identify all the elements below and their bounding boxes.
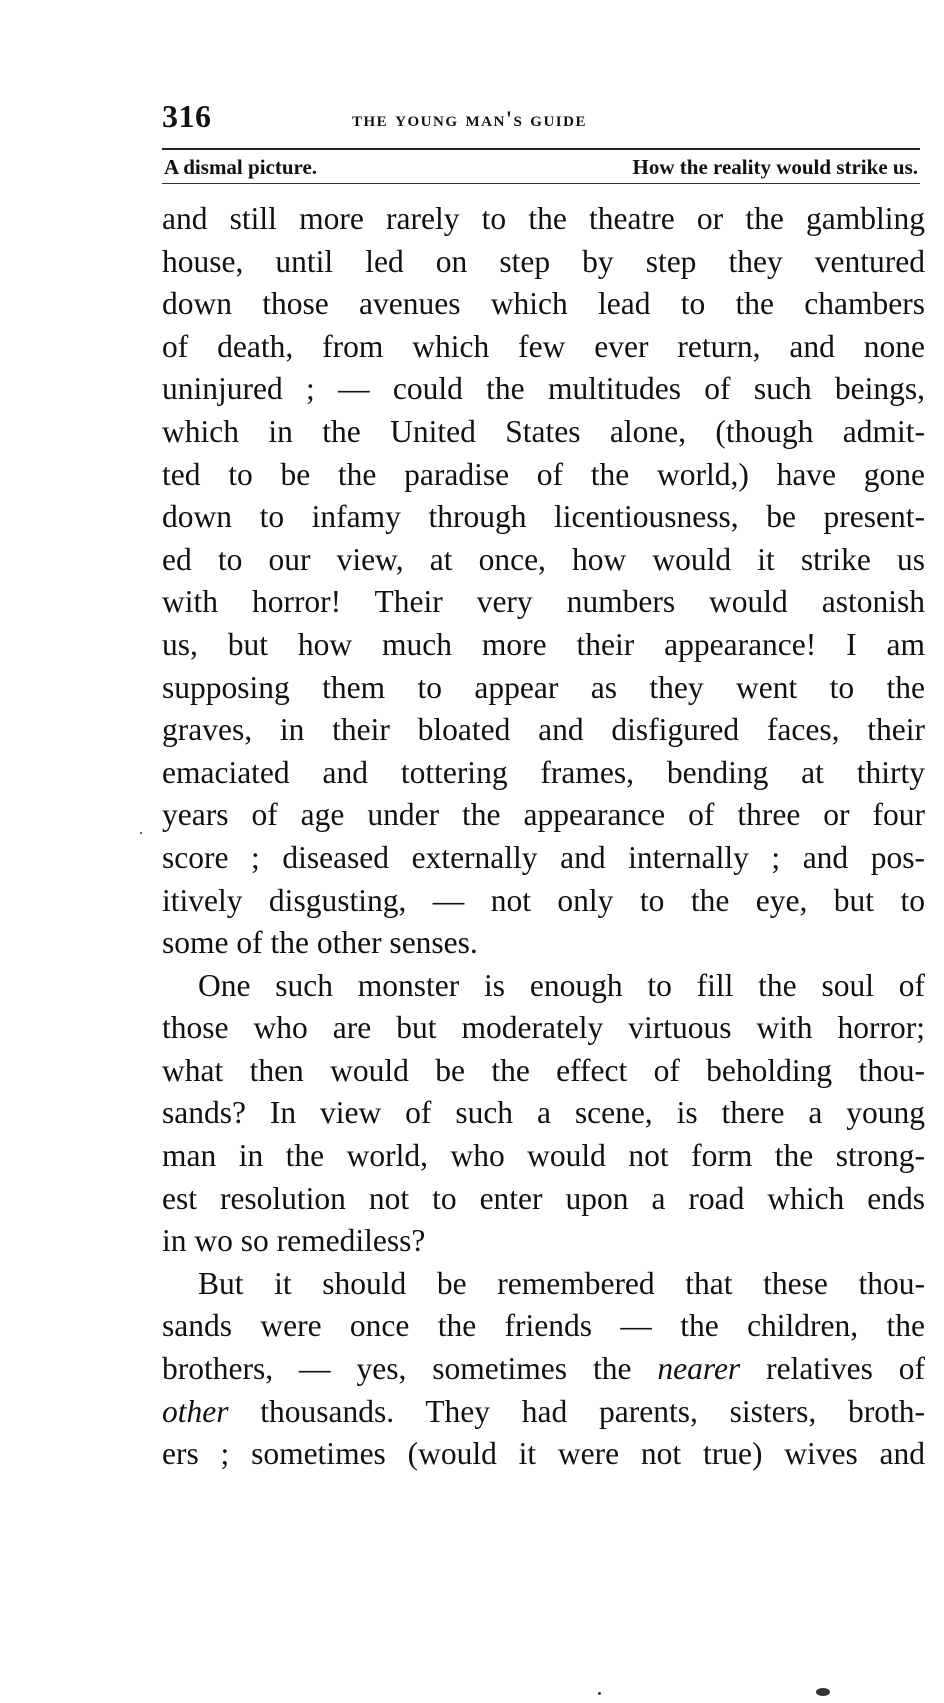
text-line: which in the United States alone, (though admit- <box>162 413 925 449</box>
text-line: graves, in their bloated and disfigured faces, their <box>162 712 925 748</box>
text-line: house, until led on step by step they ventured <box>162 243 925 279</box>
scan-speck <box>598 1692 601 1695</box>
italic-word: nearer <box>657 1351 741 1387</box>
text-line: what then would be the effect of beholding thou- <box>162 1052 925 1088</box>
text-line: supposing them to appear as they went to the <box>162 669 925 705</box>
text-line: sands were once the friends — the children, the <box>162 1308 925 1344</box>
text-line: and still more rarely to the theatre or the gambling <box>162 201 925 236</box>
text-line: down those avenues which lead to the chambers <box>162 286 925 322</box>
paragraph-1 <box>162 198 925 965</box>
text-line: ted to be the paradise of the world,) have gone <box>162 456 925 492</box>
book-title: the young man's guide <box>352 106 587 131</box>
text-line: est resolution not to enter upon a road which ends <box>162 1180 925 1216</box>
header-rule-bottom <box>162 183 920 184</box>
header-rule-top <box>162 148 920 150</box>
running-head <box>162 96 922 140</box>
text-line rich-line: other thousands. They had parents, sisters, broth- <box>162 1393 925 1429</box>
text-line rich-line: brothers, — yes, sometimes the nearer relatives of <box>162 1351 925 1387</box>
marginal-subheader <box>162 152 920 182</box>
paragraph-2 <box>162 965 925 1263</box>
subheader-right: How the reality would strike us. <box>632 155 918 179</box>
text-line: sands? In view of such a scene, is there a young <box>162 1095 925 1131</box>
scan-speck <box>140 832 142 834</box>
text-line: score ; diseased externally and internally ; and pos- <box>162 839 925 875</box>
text-line: us, but how much more their appearance! I am <box>162 626 925 662</box>
text-line: uninjured ; — could the multitudes of such beings, <box>162 371 925 407</box>
text-line: man in the world, who would not form the strong- <box>162 1138 925 1174</box>
text-line: ed to our view, at once, how would it strike us <box>162 541 925 577</box>
page-number: 316 <box>162 98 212 134</box>
paragraph-3 <box>162 1263 925 1476</box>
scan-speck <box>816 1688 830 1696</box>
text-line: One such monster is enough to fill the soul of <box>198 967 925 1003</box>
body-text <box>162 198 925 1476</box>
text-line: ers ; sometimes (would it were not true) wives and <box>162 1436 925 1472</box>
italic-word: other <box>162 1393 229 1429</box>
text-line: some of the other senses. <box>162 925 478 961</box>
text-line: of death, from which few ever return, and none <box>162 328 925 364</box>
text-line: itively disgusting, — not only to the eye, but to <box>162 882 925 918</box>
text-line: down to infamy through licentiousness, be present- <box>162 499 925 535</box>
text-line: emaciated and tottering frames, bending at thirty <box>162 754 925 790</box>
text-line: But it should be remembered that these thou- <box>198 1265 925 1301</box>
text-line: with horror! Their very numbers would astonish <box>162 584 925 620</box>
subheader-left: A dismal picture. <box>164 155 318 179</box>
text-line: those who are but moderately virtuous with horror; <box>162 1010 925 1046</box>
text-line: years of age under the appearance of three or four <box>162 797 925 833</box>
text-line: in wo so remediless? <box>162 1223 426 1259</box>
